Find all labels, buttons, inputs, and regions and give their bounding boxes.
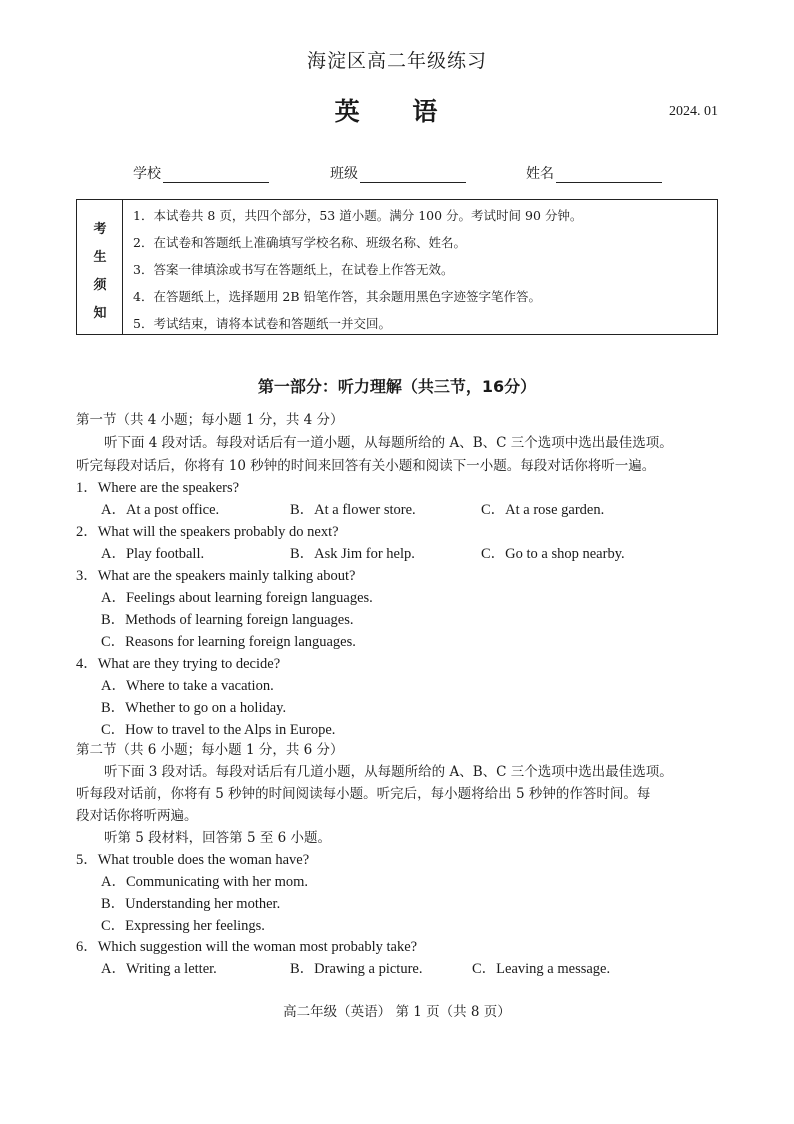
notice-heading-char: 须 [93, 278, 107, 293]
notice-item: 4．在答题纸上，选择题用 2B 铅笔作答，其余题用黑色字迹签字笔作答。 [133, 289, 542, 304]
section1-instruction: 听下面 4 段对话。每段对话后有一道小题，从每题所给的 A、B、C 三个选项中选出最佳选项。 [104, 435, 673, 451]
notice-heading [77, 200, 123, 334]
part1-title: 第一部分：听力理解（共三节，16分） [257, 377, 537, 396]
class-label: 班级 [330, 166, 358, 182]
option-b: B．Understanding her mother. [101, 896, 281, 912]
exam-notice-box [76, 199, 718, 335]
school-label: 学校 [133, 166, 161, 182]
question-stem: 1．Where are the speakers? [76, 480, 240, 496]
name-label: 姓名 [526, 166, 554, 182]
notice-item: 2．在试卷和答题纸上准确填写学校名称、班级名称、姓名。 [133, 235, 466, 250]
notice-heading-char: 知 [93, 306, 107, 321]
option-b: B．Drawing a picture. [290, 961, 423, 977]
option-a: A．Writing a letter. [101, 961, 217, 977]
section1-instruction: 听完每段对话后，你将有 10 秒钟的时间来回答有关小题和阅读下一小题。每段对话你将听一遍。 [76, 458, 656, 474]
option-c: C．At a rose garden. [481, 502, 605, 518]
school-blank [163, 168, 269, 183]
option-c: C．Expressing her feelings. [101, 918, 265, 934]
exam-date: 2024. 01 [669, 104, 718, 119]
option-a: A．Feelings about learning foreign languages. [101, 590, 373, 606]
option-a: A．Communicating with her mom. [101, 874, 309, 890]
question-stem: 6．Which suggestion will the woman most probably take? [76, 939, 418, 955]
class-field [330, 163, 466, 183]
section2-instruction: 段对话你将听两遍。 [76, 808, 198, 824]
question-stem: 4．What are they trying to decide? [76, 656, 281, 672]
notice-item: 1．本试卷共 8 页，共四个部分，53 道小题。满分 100 分。考试时间 90 分钟。 [133, 208, 583, 223]
option-a: A．Play football. [101, 546, 205, 562]
option-b: B．At a flower store. [290, 502, 416, 518]
option-c: C．Leaving a message. [472, 961, 611, 977]
section2-instruction: 听每段对话前，你将有 5 秒钟的时间阅读每小题。听完后，每小题将给出 5 秒钟的作答时间。每 [76, 786, 651, 802]
subject-title: 英 语 [334, 97, 460, 126]
document-title: 海淀区高二年级练习 [306, 50, 487, 72]
material-note: 听第 5 段材料，回答第 5 至 6 小题。 [104, 830, 332, 846]
option-a: A．Where to take a vacation. [101, 678, 274, 694]
name-field [526, 163, 662, 183]
option-a: A．At a post office. [101, 502, 220, 518]
option-c: C．Go to a shop nearby. [481, 546, 625, 562]
option-b: B．Ask Jim for help. [290, 546, 415, 562]
notice-item: 3．答案一律填涂或书写在答题纸上，在试卷上作答无效。 [133, 262, 454, 277]
page-footer: 高二年级（英语） 第 1 页（共 8 页） [283, 1004, 511, 1020]
class-blank [360, 168, 466, 183]
option-b: B．Methods of learning foreign languages. [101, 612, 354, 628]
section1-heading: 第一节（共 4 小题；每小题 1 分，共 4 分） [76, 412, 344, 428]
school-field [133, 163, 269, 183]
question-stem: 5．What trouble does the woman have? [76, 852, 310, 868]
notice-heading-char: 考 [93, 222, 107, 237]
option-c: C．How to travel to the Alps in Europe. [101, 722, 336, 738]
notice-heading-char: 生 [93, 250, 107, 265]
question-stem: 2．What will the speakers probably do next? [76, 524, 339, 540]
option-c: C．Reasons for learning foreign languages. [101, 634, 356, 650]
section2-heading: 第二节（共 6 小题；每小题 1 分，共 6 分） [76, 742, 344, 758]
section2-instruction: 听下面 3 段对话。每段对话后有几道小题，从每题所给的 A、B、C 三个选项中选出最佳选项。 [104, 764, 673, 780]
notice-item: 5．考试结束，请将本试卷和答题纸一并交回。 [133, 316, 391, 331]
name-blank [556, 168, 662, 183]
question-stem: 3．What are the speakers mainly talking about? [76, 568, 356, 584]
option-b: B．Whether to go on a holiday. [101, 700, 287, 716]
